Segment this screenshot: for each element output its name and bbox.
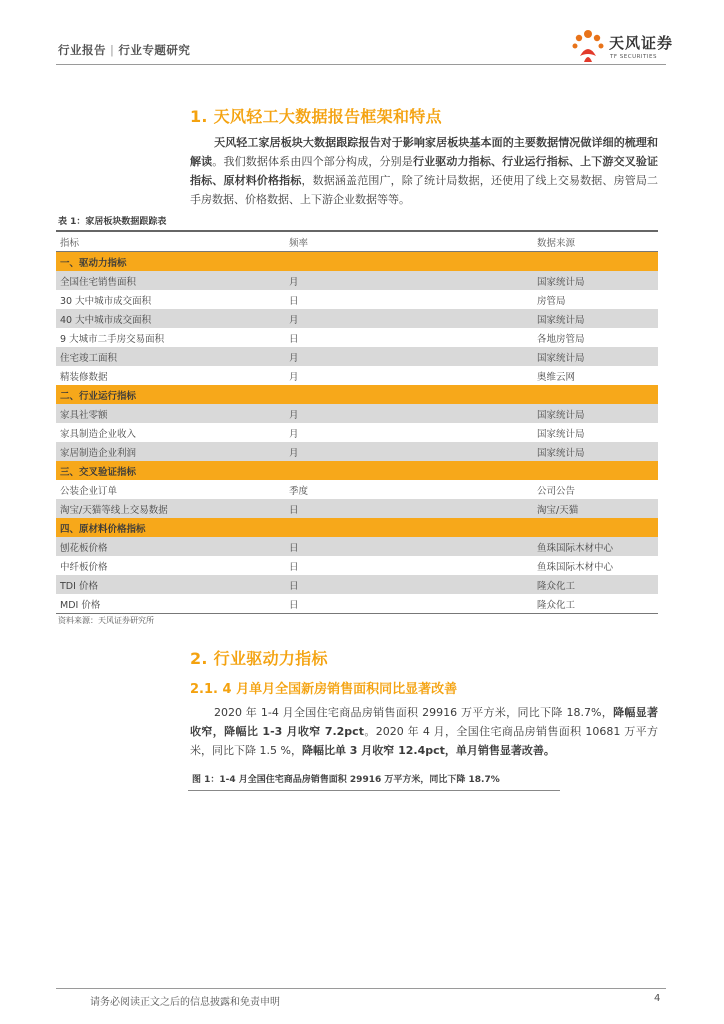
table-cell-source [533, 252, 658, 272]
table-source-note: 资料来源：天风证券研究所 [58, 616, 154, 625]
table-cell-frequency: 月 [285, 271, 533, 290]
table-cell-indicator: 30 大中城市成交面积 [60, 295, 152, 307]
table-cell-source: 隆众化工 [533, 594, 658, 614]
section-1-para-bold-2: 行业驱动力指标、行业运行指标、上下游交叉验证指标、原材料价格指标 [190, 155, 659, 187]
table-row [56, 556, 658, 575]
header-divider [56, 64, 666, 65]
table-cell-frequency: 日 [289, 333, 299, 345]
section-2-1-para-text: 2020 年 1-4 月全国住宅商品房销售面积 29916 万平方米，同比下降 18.7%， [214, 706, 614, 719]
table-cell-source: 奥维云网 [537, 371, 576, 383]
table-row [56, 366, 658, 385]
table-header-indicator: 指标 [56, 232, 285, 252]
table-cell-indicator: MDI 价格 [56, 594, 285, 614]
table-cell-indicator: 40 大中城市成交面积 [56, 309, 285, 328]
table-cell-frequency: 月 [285, 347, 533, 366]
section-1-paragraph [190, 133, 658, 209]
table-row [56, 347, 658, 366]
header-separator: | [110, 43, 115, 57]
table-cell-indicator: 住宅竣工面积 [56, 347, 285, 366]
table-header-row [56, 232, 658, 252]
table-row [56, 442, 658, 461]
footer-divider [56, 988, 666, 989]
table-cell-source: 公司公告 [537, 485, 576, 497]
table-cell-source: 鱼珠国际木材中心 [533, 537, 658, 556]
footer-disclaimer: 请务必阅读正文之后的信息披露和免责申明 [90, 997, 280, 1008]
table-row [56, 328, 658, 347]
table-row [56, 594, 658, 614]
table-cell-frequency: 日 [285, 575, 533, 594]
table-cell-frequency: 季度 [289, 485, 309, 497]
table-section-row [56, 461, 658, 480]
table-cell-indicator: 精装修数据 [60, 371, 108, 383]
table-cell-indicator: 公装企业订单 [60, 485, 118, 497]
table-cell-indicator: 四、原材料价格指标 [56, 518, 285, 537]
table-cell-source [533, 385, 658, 404]
table-cell-frequency: 月 [285, 442, 533, 461]
table-cell-frequency: 日 [285, 537, 533, 556]
section-1-para-bold: 天风轻工家居板块大数据跟踪报告对于影响家居板块基本面的主要数据情况做详细的梳理和解读 [190, 136, 658, 168]
data-tracking-table [56, 232, 658, 614]
table-cell-frequency [285, 461, 533, 480]
table-cell-frequency [285, 385, 533, 404]
section-2-1-para-text-2: 。2020 年 4 月，全国住宅商品房销售面积 10681 万平方米，同比下降 1.5 %， [190, 725, 658, 757]
brand-logo-icon [568, 26, 608, 66]
table-cell-frequency: 日 [289, 561, 299, 573]
table-row [56, 271, 658, 290]
table-cell-frequency [285, 518, 533, 537]
section-2-1-paragraph [190, 703, 658, 760]
table-cell-frequency: 月 [285, 309, 533, 328]
table-cell-source: 国家统计局 [533, 309, 658, 328]
table-row [56, 404, 658, 423]
section-1-para-text-2: ，数据涵盖范围广，除了统计局数据，还使用了线上交易数据、房管局二手房数据、价格数据、上下游企业数据等等。 [190, 174, 659, 206]
table-cell-source [533, 461, 658, 480]
table-cell-indicator: 9 大城市二手房交易面积 [60, 333, 165, 345]
table-row [56, 537, 658, 556]
page-number: 4 [654, 993, 661, 1004]
table-cell-indicator: 二、行业运行指标 [56, 385, 285, 404]
table-cell-source: 国家统计局 [533, 271, 658, 290]
table-row [56, 499, 658, 518]
table-cell-source: 国家统计局 [533, 404, 658, 423]
table-cell-source [533, 518, 658, 537]
table-cell-indicator: 三、交叉验证指标 [56, 461, 285, 480]
header-report-type: 行业报告 [58, 43, 106, 57]
table-cell-indicator: 刨花板价格 [56, 537, 285, 556]
table-cell-frequency [285, 252, 533, 272]
table-cell-frequency: 日 [285, 499, 533, 518]
table-cell-frequency: 月 [285, 404, 533, 423]
section-2-1-para-bold-2: 降幅比单 3 月收窄 12.4pct，单月销售显著改善。 [301, 744, 555, 757]
table-cell-source: 淘宝/天猫 [533, 499, 658, 518]
table-section-row [56, 518, 658, 537]
table-cell-source: 国家统计局 [533, 347, 658, 366]
table-cell-frequency: 月 [289, 428, 299, 440]
table-cell-frequency: 日 [289, 295, 299, 307]
section-2-title: 2. 行业驱动力指标 [190, 649, 328, 668]
table-header-frequency: 频率 [285, 232, 533, 252]
table-cell-indicator: 全国住宅销售面积 [56, 271, 285, 290]
table-row [56, 480, 658, 499]
table-cell-indicator: 中纤板价格 [60, 561, 108, 573]
section-2-1-para-bold: 降幅显著收窄，降幅比 1-3 月收窄 7.2pct [190, 706, 658, 738]
table-cell-source: 隆众化工 [533, 575, 658, 594]
table-cell-indicator: 家具制造企业收入 [60, 428, 137, 440]
table-cell-indicator: 家具社零额 [56, 404, 285, 423]
table-section-row [56, 252, 658, 272]
table-row [56, 290, 658, 309]
table-row [56, 309, 658, 328]
table-cell-source: 国家统计局 [537, 428, 585, 440]
table-cell-source: 国家统计局 [533, 442, 658, 461]
figure-1-rule [188, 790, 560, 791]
header-breadcrumb [58, 42, 190, 58]
table-row [56, 575, 658, 594]
brand-name-en: TF SECURITIES [610, 54, 657, 60]
table-caption: 表 1：家居板块数据跟踪表 [58, 217, 167, 227]
section-1-title: 1. 天风轻工大数据报告框架和特点 [190, 107, 442, 126]
table-cell-frequency: 日 [285, 594, 533, 614]
table-cell-indicator: TDI 价格 [56, 575, 285, 594]
section-2-1-title: 2.1. 4 月单月全国新房销售面积同比显著改善 [190, 682, 458, 697]
section-1-para-text: 。我们数据体系由四个部分构成，分别是 [212, 155, 413, 168]
table-row [56, 423, 658, 442]
table-cell-indicator: 一、驱动力指标 [56, 252, 285, 272]
brand-logo [568, 26, 688, 66]
table-cell-source: 鱼珠国际木材中心 [537, 561, 614, 573]
table-cell-frequency: 月 [289, 371, 299, 383]
table-cell-source: 各地房管局 [537, 333, 585, 345]
table-cell-source: 房管局 [537, 295, 566, 307]
table-cell-indicator: 家居制造企业利润 [56, 442, 285, 461]
figure-1-caption: 图 1：1-4 月全国住宅商品房销售面积 29916 万平方米，同比下降 18.7% [192, 775, 500, 785]
table-cell-indicator: 淘宝/天猫等线上交易数据 [56, 499, 285, 518]
table-section-row [56, 385, 658, 404]
brand-name: 天风证券 [609, 34, 674, 52]
table-header-source: 数据来源 [533, 232, 658, 252]
header-report-subtype: 行业专题研究 [118, 43, 191, 57]
